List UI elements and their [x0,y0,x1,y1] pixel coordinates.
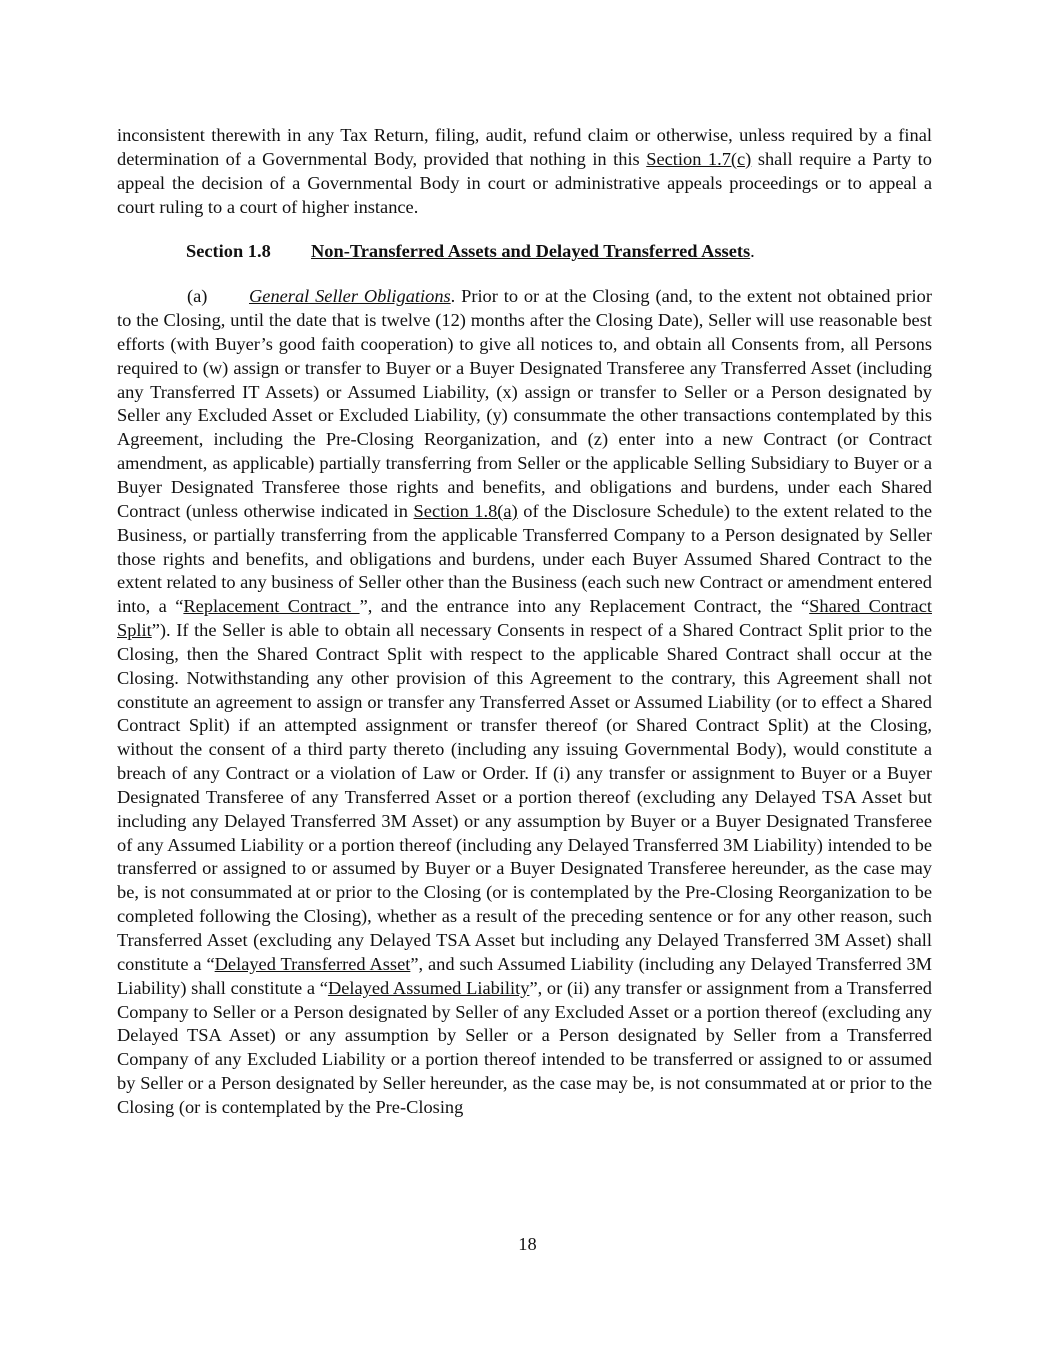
paragraph-a [117,285,932,1120]
paragraph-a-text-5: ”, and such Assumed Liability (including any Delayed Transferred 3M Liability) shall constitute a “ [117,953,932,998]
section-1-7c-reference: Section 1.7(c) [646,148,752,169]
intro-text-2: shall require a Party to appeal the decision of a Governmental Body in court or administrative appeals proceedings or to appeal a court ruling to a court of higher instance. [117,148,932,217]
paragraph-a-text-1: . Prior to or at the Closing (and, to the extent not obtained prior to the Closing, until the date that is twelve (12) months after the Closing Date), Seller will use reasonable best efforts (with Buyer’s good faith cooperation) to give all notices to, and obtain all Consents from, all Persons required to (w) assign or transfer to Buyer or a Buyer Designated Transferee any Transferred Asset (including any Transferred IT Assets) or Assumed Liability, (x) assign or transfer to Seller or a Person designated by Seller any Excluded Asset or Excluded Liability, (y) consummate the other transactions contemplated by this Agreement, including the Pre-Closing Reorganization, and (z) enter into a new Contract (or Contract amendment, as applicable) partially transferring from Seller or the applicable Selling Subsidiary to Buyer or a Buyer Designated Transferee those rights and benefits, and obligations and burdens, under each Shared Contract (unless otherwise indicated in [117,286,932,521]
intro-paragraph [117,124,932,219]
paragraph-a-text-6: ”, or (ii) any transfer or assignment from a Transferred Company to Seller or a Person designated by Seller of any Excluded Asset or a portion thereof (excluding any Delayed TSA Asset) or any assumption by Seller or a Person designated by Seller from a Transferred Company of any Excluded Liability or a portion thereof intended to be transferred or assigned to or assumed by Seller or a Person designated by Seller hereunder, as the case may be, is not consummated at or prior to the Closing (or is contemplated by the Pre-Closing [117,977,932,1117]
defined-term-replacement-contract: Replacement Contract [183,596,360,617]
intro-text-1: inconsistent therewith in any Tax Return, filing, audit, refund claim or otherwise, unless required by a final determination of a Governmental Body, provided that nothing in this [117,125,932,169]
section-title: Non-Transferred Assets and Delayed Transferred Assets [311,241,751,262]
paragraph-a-label: (a) [187,286,208,307]
defined-term-delayed-transferred-asset: Delayed Transferred Asset [214,953,411,974]
page-number: 18 [518,1234,537,1254]
defined-term-shared-contract-split: Shared Contract Split [117,596,932,641]
defined-term-delayed-assumed-liability: Delayed Assumed Liability [327,977,530,998]
section-1-8a-reference: Section 1.8(a) [413,500,518,521]
paragraph-a-text-3: ”, and the entrance into any Replacement Contract, the “ [359,596,810,617]
section-heading [117,240,932,264]
paragraph-a-text-4: ”). If the Seller is able to obtain all necessary Consents in respect of a Shared Contract Split prior to the Closing, then the Shared Contract Split with respect to the applicable Shared Contract shall occur at the Closing. Notwithstanding any other provision of this Agreement to the contrary, this Agreement shall not constitute an agreement to assign or transfer any Transferred Asset or Assumed Liability (or to effect a Shared Contract Split) if an attempted assignment or transfer thereof (or Shared Contract Split) at the Closing, without the consent of a third party thereto (including any issuing Governmental Body), would constitute a breach of any Contract or a violation of Law or Order. If (i) any transfer or assignment to Buyer or a Buyer Designated Transferee of any Transferred Asset or a portion thereof (excluding any Delayed TSA Asset but including any Delayed Transferred 3M Asset) or any assumption by Buyer or a Buyer Designated Transferee of any Assumed Liability or a portion thereof (including any Delayed Transferred 3M Liability) intended to be transferred or assigned to or assumed by Buyer or a Buyer Designated Transferee hereunder, as the case may be, is not consummated at or prior to the Closing (or is contemplated by the Pre-Closing Reorganization to be completed following the Closing), whether as a result of the preceding sentence or for any other reason, such Transferred Asset (excluding any Delayed TSA Asset but including any Delayed Transferred 3M Asset) shall constitute a “ [117,620,932,974]
document-page [117,124,932,1120]
paragraph-a-text-2: of the Disclosure Schedule) to the extent related to the Business, or partially transferring from the applicable Transferred Company to a Person designated by Seller those rights and benefits, and obligations and burdens, under each Buyer Assumed Shared Contract to the extent related to any business of Seller other than the Business (each such new Contract or amendment entered into, a “ [117,500,932,617]
section-number: Section 1.8 [186,241,271,262]
section-title-period: . [750,241,755,262]
paragraph-a-title: General Seller Obligations [249,286,451,307]
